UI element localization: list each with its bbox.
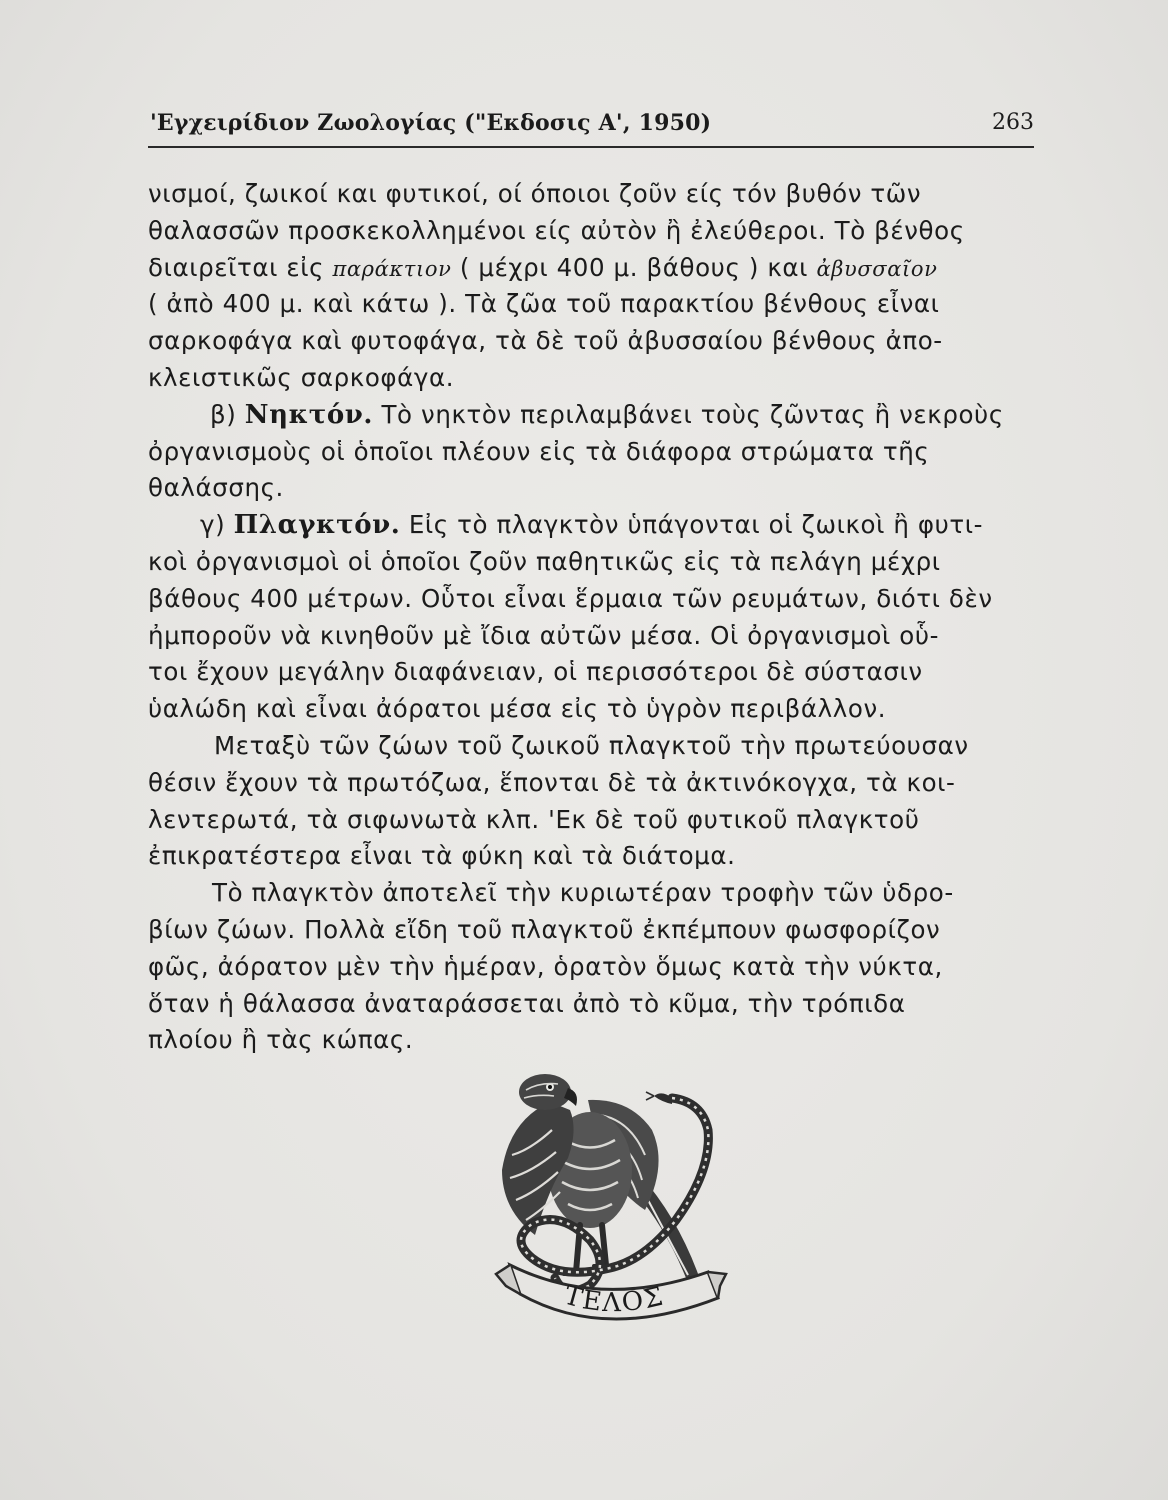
eagle-snake-emblem-icon	[440, 1060, 740, 1360]
text-line	[148, 250, 1048, 287]
page-number: 263	[992, 110, 1034, 135]
section-label: β)	[210, 399, 237, 429]
text-line: ἠμποροῦν νὰ κινηθοῦν μὲ ἴδια αὐτῶν μέσα. Οἱ ὀργανισμοὶ οὗ-	[148, 620, 940, 650]
header-title: 'Εγχειρίδιον Ζωολογίας ("Εκδοσις Α', 1950)	[150, 110, 712, 136]
section-heading-plankton: Πλαγκτόν.	[233, 510, 401, 541]
text-line: βίων ζώων. Πολλὰ εἴδη τοῦ πλαγκτοῦ ἐκπέμπουν φωσφορίζον	[148, 914, 941, 944]
running-header	[148, 106, 1034, 148]
emblem-ribbon-text: ΤΕΛΟΣ	[560, 1280, 668, 1319]
text-line: βάθους 400 μέτρων. Οὗτοι εἶναι ἕρμαια τῶν ρευμάτων, διότι δὲν	[148, 583, 993, 613]
text-segment: διαιρεῖται εἰς	[148, 252, 325, 282]
text-line: ( ἀπὸ 400 μ. καὶ κάτω ). Τὰ ζῶα τοῦ παρακτίου βένθους εἶναι	[148, 289, 940, 319]
text-line: ὅταν ἡ θάλασσα ἀναταράσσεται ἀπὸ τὸ κῦμα, τὴν τρόπιδα	[148, 988, 906, 1018]
text-line: νισμοί, ζωικοί και φυτικοί, οί όποιοι ζοῦν είς τόν βυθόν τῶν	[148, 179, 922, 208]
text-line: θαλάσσης.	[148, 473, 284, 503]
term-paraktion: παράκτιον	[332, 256, 452, 281]
term-abyssaion: ἀβυσσαῖον	[816, 256, 938, 281]
text-segment: ( μέχρι 400 μ. βάθους ) και	[459, 252, 809, 282]
text-line: λεντερωτά, τὰ σιφωνωτὰ κλπ. 'Εκ δὲ τοῦ φυτικοῦ πλαγκτοῦ	[148, 804, 920, 834]
text-segment: Εἰς τὸ πλαγκτὸν ὑπάγονται οἱ ζωικοὶ ἢ φυτι-	[408, 510, 984, 540]
section-heading-nekton: Νηκτόν.	[244, 399, 374, 430]
text-line	[148, 507, 1048, 544]
text-line: πλοίου ἢ τὰς κώπας.	[148, 1025, 414, 1055]
text-line: Τὸ πλαγκτὸν ἀποτελεῖ τὴν κυριωτέραν τροφὴν τῶν ὑδρο-	[212, 878, 954, 908]
text-segment: Τὸ νηκτὸν περιλαμβάνει τοὺς ζῶντας ἢ νεκροὺς	[381, 399, 1004, 429]
section-label: γ)	[200, 510, 226, 540]
text-line: ὀργανισμοὺς οἱ ὁποῖοι πλέουν εἰς τὰ διάφορα στρώματα τῆς	[148, 436, 930, 466]
text-line: κλειστικῶς σαρκοφάγα.	[148, 362, 455, 392]
text-line: σαρκοφάγα καὶ φυτοφάγα, τὰ δὲ τοῦ ἀβυσσαίου βένθους ἀπο-	[148, 326, 943, 356]
text-line: τοι ἔχουν μεγάλην διαφάνειαν, οἱ περισσότεροι δὲ σύστασιν	[148, 657, 923, 687]
text-line: ὑαλώδη καὶ εἶναι ἀόρατοι μέσα εἰς τὸ ὑγρὸν περιβάλλον.	[148, 694, 887, 724]
text-line: θέσιν ἔχουν τὰ πρωτόζωα, ἕπονται δὲ τὰ ἀκτινόκογχα, τὰ κοι-	[148, 767, 956, 797]
text-line: ἐπικρατέστερα εἶναι τὰ φύκη καὶ τὰ διάτομα.	[148, 841, 736, 871]
text-line: θαλασσῶν προσκεκολλημένοι είς αὐτὸν ἢ ἐλεύθεροι. Τὸ βένθος	[148, 215, 965, 245]
text-line	[148, 397, 1048, 434]
text-line: φῶς, ἀόρατον μὲν τὴν ἡμέραν, ὁρατὸν ὅμως κατὰ τὴν νύκτα,	[148, 951, 943, 981]
body-text	[148, 176, 1048, 1059]
text-line: Μεταξὺ τῶν ζώων τοῦ ζωικοῦ πλαγκτοῦ τὴν πρωτεύουσαν	[214, 730, 969, 760]
text-line: κοὶ ὀργανισμοὶ οἱ ὁποῖοι ζοῦν παθητικῶς εἰς τὰ πελάγη μέχρι	[148, 546, 941, 576]
